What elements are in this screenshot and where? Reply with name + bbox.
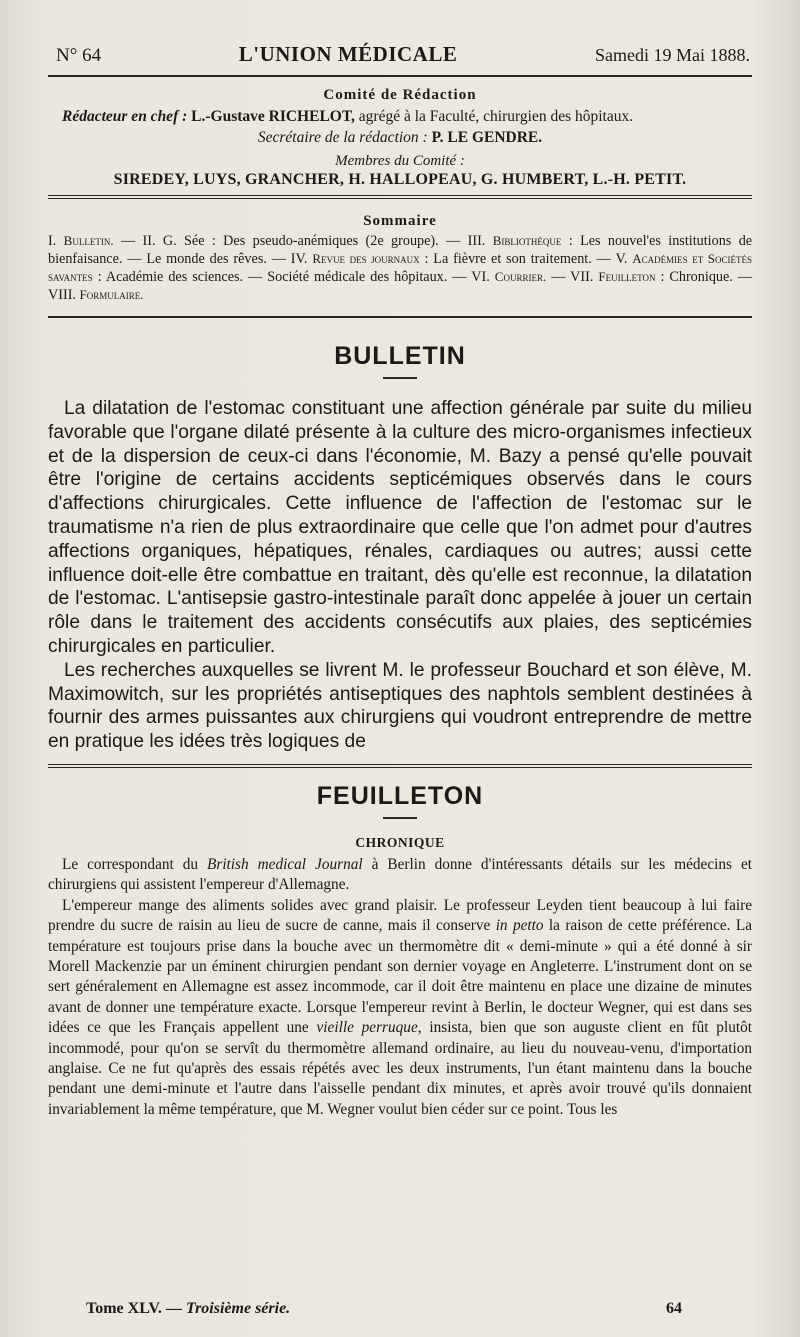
redacteur-label: Rédacteur en chef : <box>62 108 188 125</box>
sommaire-rule <box>48 316 752 318</box>
membres-label: Membres du Comité : <box>335 153 465 169</box>
sommaire-item-5: V. Académies et Sociétés savantes : Académie des sciences. — Société médicale des hôpitaux. <box>48 251 752 285</box>
feuilleton-paragraph: L'empereur mange des aliments solides avec grand plaisir. Le professeur Leyden tient beaucoup à lui faire prendre du sucre de raisin au lieu de sucre de canne, mais il conserve in petto la raison de cette préférence. La température est toujours prise dans la bouche avec un thermomètre dit « demi-minute » qui a été donné à sir Morell Mackenzie par un éminent chirurgien pendant son dernier voyage en Angleterre. L'instrument dont on se sert généralement en Allemagne est assez incommode, car il doit être maintenu en place une dizaine de minutes avant de donner une température exacte. Lorsque l'empereur revint à Berlin, le docteur Wegner, qui est dans ses idées ce que les Français appellent une vieille perruque, insista, bien que son auguste client en fût plutôt incommodé, pour qu'on se servît du thermomètre allemand ordinaire, au lieu du nouveau-venu, d'importation anglaise. Ce ne fut qu'après des essais répétés avec les deux instruments, l'un étant maintenu dans la bouche pendant une demi-minute et l'autre dans l'aisselle pendant dix minutes, et après avoir trouvé qu'ils donnaient invariablement la même température, que M. Wegner voulut bien céder sur ce point. Tous les <box>48 896 752 1118</box>
secretaire-label: Secrétaire de la rédaction : <box>257 129 428 146</box>
feuilleton-paragraph: Le correspondant du British medical Journal à Berlin donne d'intéressants détails sur les médecins et chirurgiens qui assistent l'empereur d'Allemagne. <box>48 855 752 894</box>
sommaire-list: I. Bulletin. — II. G. Sée : Des pseudo-anémiques (2e groupe). — III. Bibliothèque : Les nouvel'es institutions de bienfaisance. — Le monde des rêves. — IV. Revue des journaux : La fièvre et son traitement. — V. Académies et Sociétés savantes : Académie des sciences. — Société médicale des hôpitaux. — VI. Courrier. — VII. Feuilleton : Chronique. — VIII. Formulaire. <box>48 233 753 303</box>
sommaire-item-2: II. G. Sée : Des pseudo-anémiques (2e groupe). <box>142 233 439 249</box>
sommaire-title: Sommaire <box>363 213 437 229</box>
comite-redaction <box>48 87 752 189</box>
secretaire-line <box>48 129 752 147</box>
sommaire-item-8: VIII. Formulaire. <box>48 287 144 303</box>
bulletin-paragraph: Les recherches auxquelles se livrent M. le professeur Bouchard et son élève, M. Maximowitch, sur les propriétés antiseptiques des naphtols semblent destinées à fournir des armes puissantes aux chirurgiens qui voudront entreprendre de mettre en pratique les idées très logiques de <box>48 659 752 753</box>
membres-list: SIREDEY, LUYS, GRANCHER, H. HALLOPEAU, G. HUMBERT, L.-H. PETIT. <box>113 171 687 188</box>
issue-date: Samedi 19 Mai 1888. <box>595 45 750 65</box>
redacteur-name: L.-Gustave RICHELOT, <box>191 108 355 125</box>
sommaire-item-7: VII. Feuilleton : Chronique. <box>570 269 733 285</box>
page-footer <box>86 1300 682 1318</box>
masthead-rule <box>48 75 752 77</box>
comite-title: Comité de Rédaction <box>323 87 477 103</box>
bulletin-paragraph: La dilatation de l'estomac constituant une affection générale par suite du milieu favorable que l'organe dilaté présente à la culture des micro-organismes infectieux et de la dispersion de ceux-ci dans l'économie, M. Bazy a pensé qu'elle pouvait être l'origine de certains accidents septicémiques observés dans le cours d'affections chirurgicales. Cette influence de l'affection de l'estomac sur le traumatisme n'a rien de plus extraordinaire que celle que l'on admet pour d'autres affections organiques, hépatiques, rénales, cardiaques ou autres; aussi cette influence doit-elle être combattue en traitant, dès qu'elle est reconnue, la dilatation de l'estomac. L'antisepsie gastro-intestinale paraît donc appelée à jouer un certain rôle dans le traitement des accidents consécutifs aux plaies, des septicémies chirurgicales en particulier. <box>48 398 752 657</box>
bulletin-title-rule <box>383 377 417 379</box>
bulletin-text <box>48 397 752 754</box>
feuilleton-separator <box>48 764 752 768</box>
tome-label: Tome XLV. — Troisième série. <box>86 1300 291 1317</box>
sommaire-item-6: VI. Courrier. <box>471 269 547 285</box>
feuilleton-title-rule <box>383 817 417 819</box>
sommaire-item-4: IV. Revue des journaux : La fièvre et son traitement. <box>290 251 592 267</box>
sommaire-item-3: III. Bibliothèque : Les nouvel'es institutions de bienfaisance. — Le monde des rêves. <box>48 233 753 267</box>
chronique-title: CHRONIQUE <box>355 834 445 850</box>
comite-rule <box>48 195 752 199</box>
redacteur-description: agrégé à la Faculté, chirurgien des hôpitaux. <box>358 108 634 125</box>
masthead <box>48 34 752 71</box>
page-number: 64 <box>666 1300 682 1317</box>
feuilleton-title: FEUILLETON <box>316 781 484 810</box>
journal-title: L'UNION MÉDICALE <box>238 42 458 66</box>
secretaire-name: P. LE GENDRE. <box>431 129 543 146</box>
sommaire-item-1: I. Bulletin. <box>48 233 114 249</box>
feuilleton-text <box>48 855 752 1120</box>
redacteur-line <box>48 108 752 126</box>
bulletin-title: BULLETIN <box>334 342 466 370</box>
issue-number: N° 64 <box>56 45 102 66</box>
